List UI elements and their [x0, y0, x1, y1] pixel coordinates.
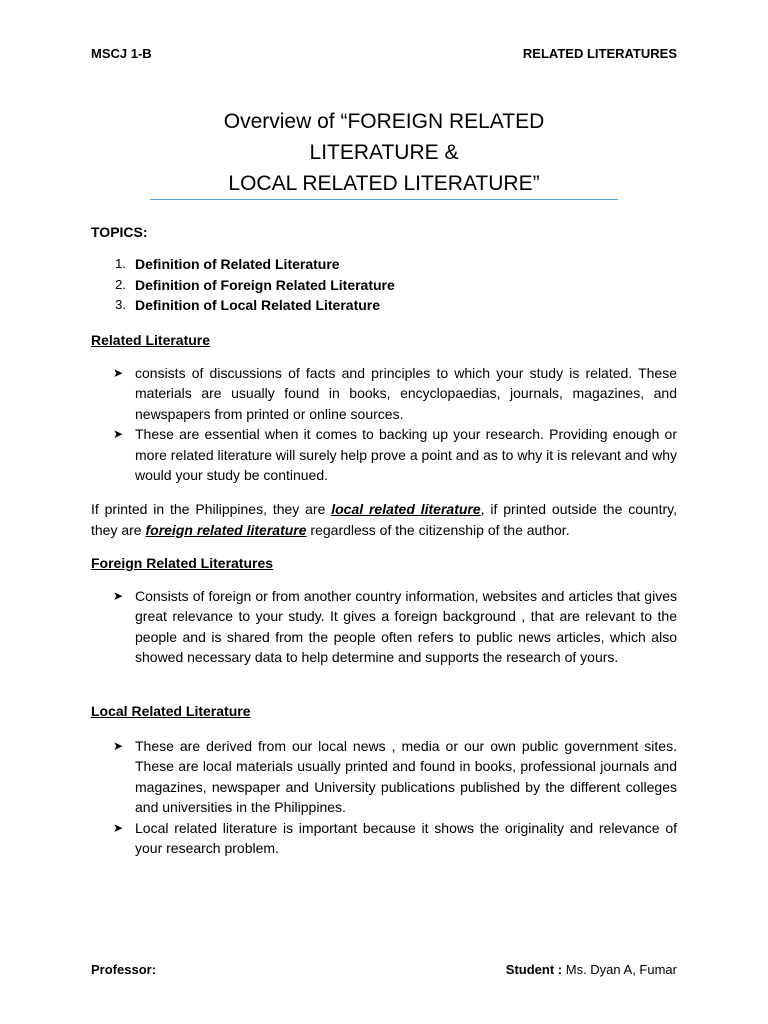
arrowhead-bullet-icon: ➤ [113, 427, 124, 442]
arrowhead-bullet-icon: ➤ [113, 820, 124, 835]
student-label: Student : [505, 962, 563, 977]
arrowhead-bullet-icon: ➤ [113, 739, 124, 753]
arrowhead-bullet-icon: ➤ [113, 589, 124, 603]
student-signature [506, 962, 677, 977]
bullet-text: These are essential when it comes to backing up your research. Providing enough or more related literature will surely help prove a point and as to why it is relevant and why would your study be continued. [135, 426, 677, 484]
local-related-literature-term: local related literature [331, 501, 481, 517]
paragraph-text: If printed in the Philippines, they are [91, 501, 332, 517]
topic-item [91, 254, 677, 275]
header-course-code: MSCJ 1-B [91, 46, 152, 61]
list-item [113, 818, 677, 859]
bullet-text: Consists of foreign or from another country information, websites and articles that gives great relevance to your study. It gives a foreign background , that are relevant to the people and is shared from the people often refers to public news articles, which also showed necessary data to help determine and supports the research of yours. [135, 588, 677, 666]
topic-text: Definition of Local Related Literature [135, 297, 381, 314]
related-literature-bullets [113, 363, 677, 485]
bullet-text: Local related literature is important because it shows the originality and relevance of your research problem. [135, 819, 677, 857]
foreign-related-literature-term: foreign related literature [145, 522, 307, 538]
title-line-1: Overview of “FOREIGN RELATED [223, 110, 545, 133]
topic-number: 1. [115, 256, 126, 271]
arrowhead-bullet-icon: ➤ [113, 366, 124, 380]
list-item [113, 586, 677, 668]
title-underline-rule [150, 199, 618, 200]
title-line-2: LITERATURE & [309, 141, 459, 164]
list-item [113, 736, 677, 818]
professor-label: Professor: [91, 962, 157, 977]
topics-label: TOPICS: [91, 224, 148, 240]
topic-item [91, 275, 677, 296]
title-line-3: LOCAL RELATED LITERATURE” [228, 172, 540, 195]
bullet-text: consists of discussions of facts and principles to which your study is related. These materials are usually found in books, encyclopaedias, journals, magazines, and newspapers from printed or online sources. [135, 365, 677, 422]
topics-list [91, 254, 677, 316]
bullet-text: These are derived from our local news , media or our own public government sites. These are local materials usually printed and found in books, professional journals and magazines, newspaper and University publications published by the different colleges and universities in the Philippines. [135, 738, 677, 816]
foreign-related-literatures-bullets [113, 586, 677, 668]
list-item [113, 363, 677, 424]
topic-text: Definition of Related Literature [135, 256, 340, 272]
paragraph-text: regardless of the citizenship of the author. [306, 522, 570, 538]
topic-item [91, 295, 677, 316]
related-literature-heading: Related Literature [91, 332, 211, 348]
list-item [113, 424, 677, 485]
topic-number: 3. [115, 297, 126, 313]
local-related-literature-bullets [113, 736, 677, 858]
foreign-related-literatures-heading: Foreign Related Literatures [91, 555, 274, 571]
topic-text: Definition of Foreign Related Literature [135, 276, 395, 293]
printing-origin-paragraph [91, 499, 677, 541]
page-title [0, 106, 768, 199]
header-document-title: RELATED LITERATURES [522, 46, 677, 61]
paragraph-text: , if printed outside the country, they are [91, 501, 677, 538]
topic-number: 2. [115, 276, 126, 292]
student-name: Ms. Dyan A, Fumar [562, 962, 677, 977]
local-related-literature-heading: Local Related Literature [91, 703, 251, 719]
